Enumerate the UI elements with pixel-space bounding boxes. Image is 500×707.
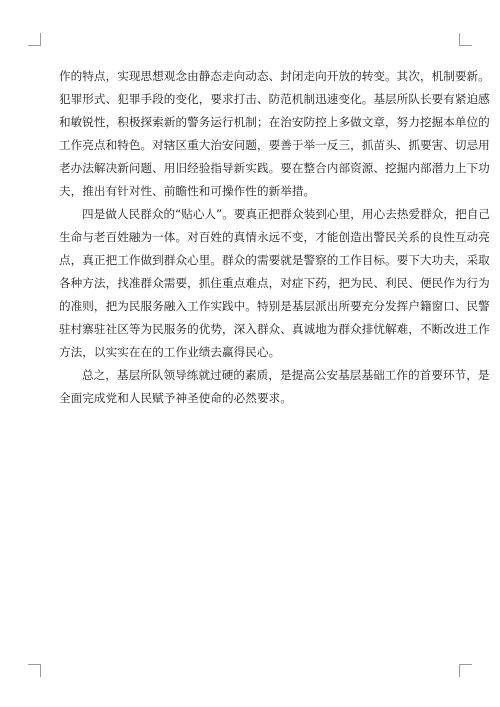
text-line: 的准则，把为民服务融入工作实践中。特别是基层派出所要充分发挥户籍窗口、民警	[59, 299, 490, 313]
text-line: 驻村寨驻社区等为民服务的优势，深入群众、真诚地为群众排忧解难，不断改进工作	[59, 322, 490, 336]
text-line: 四是做人民群众的“贴心人”。要真正把群众装到心里，用心去热爱群众，把自己	[82, 207, 491, 221]
text-line: 老办法解决新问题、用旧经验指导新实践。要在整合内部资源、挖掘内部潜力上下功	[59, 161, 490, 175]
paragraph-1	[59, 65, 490, 203]
text-line: 夫，推出有针对性、前瞻性和可操作性的新举措。	[59, 184, 316, 198]
paragraph-3	[59, 364, 490, 410]
crop-mark-bottom-left	[28, 664, 41, 677]
text-line: 全面完成党和人民赋予神圣使命的必然要求。	[59, 391, 292, 405]
text-line: 生命与老百姓融为一体。对百姓的真情永远不变，才能创造出警民关系的良性互动亮	[59, 230, 490, 244]
document-body	[59, 65, 491, 410]
crop-mark-top-right	[459, 33, 472, 46]
text-line: 总之，基层所队领导练就过硬的素质，是提高公安基层基础工作的首要环节，是	[82, 368, 490, 382]
crop-mark-bottom-right	[459, 664, 472, 677]
text-line: 点，真正把工作做到群众心里。群众的需要就是警察的工作目标。要下大功夫，采取	[59, 253, 490, 267]
text-line: 各种方法，找准群众需要，抓住重点难点，对症下药，把为民、利民、便民作为行为	[59, 276, 490, 290]
crop-mark-top-left	[28, 33, 41, 46]
text-line: 工作亮点和特色。对辖区重大治安问题，要善于举一反三，抓苗头、抓要害、切忌用	[59, 138, 490, 152]
text-line: 方法，以实实在在的工作业绩去赢得民心。	[59, 345, 281, 359]
text-line: 犯罪形式、犯罪手段的变化，要求打击、防范机制迅速变化。基层所队长要有紧迫感	[59, 92, 490, 106]
text-line: 作的特点，实现思想观念由静态走向动态、封闭走向开放的转变。其次，机制要新。	[59, 69, 490, 83]
paragraph-2	[59, 203, 491, 364]
text-line: 和敏锐性，积极探索新的警务运行机制；在治安防控上多做文章，努力挖掘本单位的	[59, 115, 490, 129]
